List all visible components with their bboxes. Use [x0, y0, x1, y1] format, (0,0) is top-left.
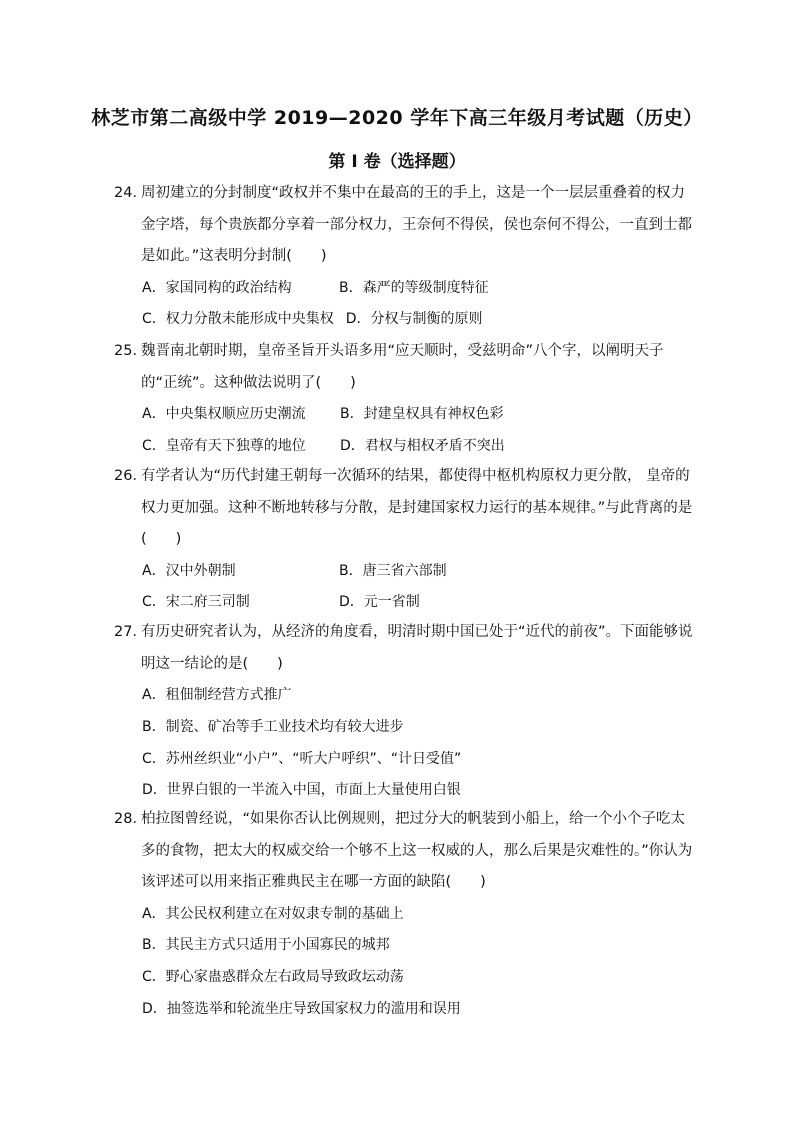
- option-a: A．汉中外朝制: [142, 562, 236, 579]
- option-row: [142, 304, 694, 336]
- option-c-row: [142, 962, 694, 994]
- question-25: [114, 336, 694, 463]
- option-d: D．元一省制: [339, 594, 420, 611]
- option-b: B．森严的等级制度特征: [339, 279, 489, 296]
- option-b-row: [142, 930, 694, 962]
- question-number: 28．: [114, 811, 147, 827]
- option-a-row: [142, 680, 694, 712]
- option-row: [142, 399, 694, 431]
- option-row: [142, 431, 694, 463]
- section-title: 第 I 卷（选择题）: [328, 152, 466, 172]
- option-b: B．其民主方式只适用于小国寡民的城邦: [142, 937, 390, 954]
- question-number: 25．: [114, 343, 147, 359]
- option-c-row: [142, 744, 694, 776]
- option-d: D．抽签选举和轮流坐庄导致国家权力的滥用和误用: [142, 1000, 461, 1017]
- option-row: [142, 556, 694, 588]
- option-c: C．权力分散未能形成中央集权: [142, 311, 334, 328]
- question-26: [114, 461, 694, 619]
- question-stem: 有学者认为“历代封建王朝每一次循环的结果，都使得中枢机构原权力更分散， 皇帝的权力更加强。这种不断地转移与分散，是封建国家权力运行的基本规律。”与此背离的是( ): [141, 468, 693, 547]
- question-24: [114, 178, 694, 336]
- option-a: A．其公民权利建立在对奴隶专制的基础上: [142, 905, 404, 922]
- option-c: C．野心家蛊惑群众左右政局导致政坛动荡: [142, 969, 404, 986]
- option-d: D．君权与相权矛盾不突出: [340, 437, 505, 454]
- option-b-row: [142, 712, 694, 744]
- question-27: [114, 617, 694, 807]
- option-a: A．中央集权顺应历史潮流: [142, 406, 306, 422]
- option-a: A．租佃制经营方式推广: [142, 687, 292, 703]
- question-number: 24．: [114, 185, 147, 201]
- question-stem: 周初建立的分封制度“政权并不集中在最高的王的手上，这是一个一层层重叠着的权力金字塔，每个贵族都分享着一部分权力，王奈何不得侯，侯也奈何不得公，一直到士都是如此。”这表明分封制( ): [141, 185, 692, 264]
- option-a: A．家国同构的政治结构: [142, 279, 292, 296]
- option-b: B．制瓷、矿冶等手工业技术均有较大进步: [142, 718, 404, 735]
- option-d: D．分权与制衡的原则: [345, 311, 483, 328]
- option-row: [142, 587, 694, 619]
- question-number: 26．: [114, 468, 147, 484]
- option-c: C．宋二府三司制: [142, 594, 250, 611]
- option-c: C．苏州丝织业“小户”、“听大户呼织”、“计日受值”: [142, 750, 462, 767]
- question-number: 27．: [114, 624, 147, 640]
- question-stem: 有历史研究者认为，从经济的角度看，明清时期中国已处于“近代的前夜”。下面能够说明这一结论的是( ): [141, 624, 693, 672]
- option-b: B．唐三省六部制: [339, 562, 447, 579]
- option-b: B．封建皇权具有神权色彩: [340, 406, 504, 422]
- question-stem: 魏晋南北朝时期，皇帝圣旨开头语多用“应天顺时，受兹明命”八个字，以阐明天子的“正统”。这种做法说明了( ): [141, 343, 664, 391]
- question-28: [114, 804, 694, 1026]
- option-d-row: [142, 994, 694, 1026]
- exam-title: 林芝市第二高级中学 2019—2020 学年下高三年级月考试题（历史）: [91, 107, 703, 129]
- question-stem: 柏拉图曾经说，“如果你否认比例规则，把过分大的帆装到小船上，给一个小个子吃太多的食物，把太大的权威交给一个够不上这一权威的人，那么后果是灾难性的。”你认为该评述可以用来指正雅典民主在哪一方面的缺陷( ): [141, 811, 693, 890]
- option-d: D．世界白银的一半流入中国，市面上大量使用白银: [142, 782, 461, 799]
- option-c: C．皇帝有天下独尊的地位: [142, 437, 306, 454]
- option-d-row: [142, 775, 694, 807]
- option-row: [142, 273, 694, 305]
- option-a-row: [142, 899, 694, 931]
